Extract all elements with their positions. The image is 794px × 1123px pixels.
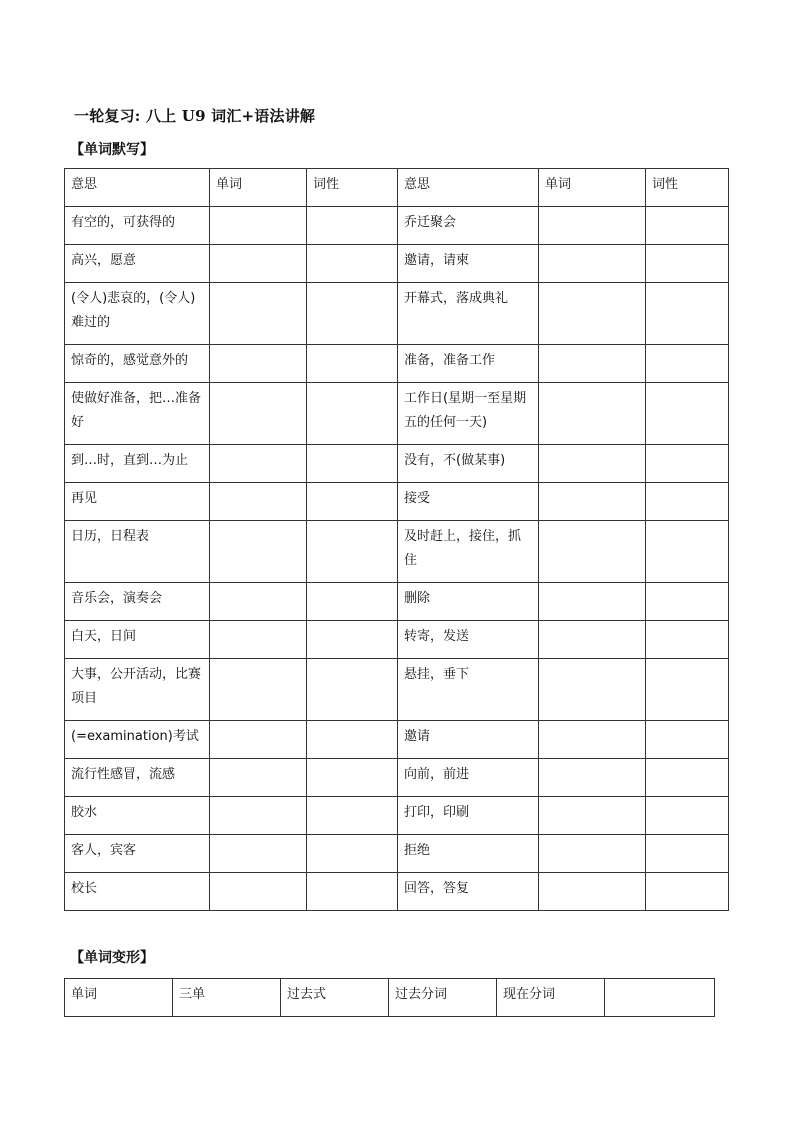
meaning-cell: 转寄，发送: [398, 621, 539, 659]
pos-answer-cell[interactable]: [646, 835, 729, 873]
header-cell: 单词: [210, 169, 307, 207]
table-row: [65, 621, 729, 659]
meaning-cell: (=examination)考试: [65, 721, 210, 759]
pos-answer-cell[interactable]: [307, 383, 398, 445]
word-answer-cell[interactable]: [539, 521, 646, 583]
word-answer-cell[interactable]: [210, 583, 307, 621]
pos-answer-cell[interactable]: [646, 207, 729, 245]
meaning-cell: 回答，答复: [398, 873, 539, 911]
table-row: [65, 721, 729, 759]
meaning-cell: (令人)悲哀的，(令人)难过的: [65, 283, 210, 345]
meaning-cell: 向前，前进: [398, 759, 539, 797]
word-answer-cell[interactable]: [210, 835, 307, 873]
table-row: [65, 797, 729, 835]
pos-answer-cell[interactable]: [307, 621, 398, 659]
pos-answer-cell[interactable]: [307, 583, 398, 621]
word-forms-table: [64, 978, 715, 1017]
meaning-cell: 胶水: [65, 797, 210, 835]
header-cell: 现在分词: [497, 979, 605, 1017]
meaning-cell: 及时赶上，接住，抓住: [398, 521, 539, 583]
header-cell: 单词: [539, 169, 646, 207]
meaning-cell: 有空的，可获得的: [65, 207, 210, 245]
word-answer-cell[interactable]: [210, 759, 307, 797]
table-row: [65, 583, 729, 621]
meaning-cell: 白天，日间: [65, 621, 210, 659]
word-answer-cell[interactable]: [210, 483, 307, 521]
header-cell: [605, 979, 715, 1017]
word-answer-cell[interactable]: [539, 583, 646, 621]
word-answer-cell[interactable]: [539, 759, 646, 797]
pos-answer-cell[interactable]: [307, 873, 398, 911]
header-cell: 意思: [65, 169, 210, 207]
header-cell: 词性: [307, 169, 398, 207]
section-heading-word-forms: 【单词变形】: [70, 950, 154, 966]
header-cell: 三单: [173, 979, 281, 1017]
meaning-cell: 打印，印刷: [398, 797, 539, 835]
meaning-cell: 音乐会，演奏会: [65, 583, 210, 621]
word-answer-cell[interactable]: [539, 797, 646, 835]
pos-answer-cell[interactable]: [646, 245, 729, 283]
meaning-cell: 流行性感冒，流感: [65, 759, 210, 797]
header-cell: 意思: [398, 169, 539, 207]
meaning-cell: 再见: [65, 483, 210, 521]
meaning-cell: 开幕式，落成典礼: [398, 283, 539, 345]
meaning-cell: 乔迁聚会: [398, 207, 539, 245]
pos-answer-cell[interactable]: [307, 835, 398, 873]
word-answer-cell[interactable]: [539, 445, 646, 483]
word-answer-cell[interactable]: [210, 721, 307, 759]
table-row: [65, 521, 729, 583]
meaning-cell: 邀请: [398, 721, 539, 759]
word-answer-cell[interactable]: [210, 445, 307, 483]
header-cell: 单词: [65, 979, 173, 1017]
header-cell: 过去式: [281, 979, 389, 1017]
meaning-cell: 拒绝: [398, 835, 539, 873]
word-answer-cell[interactable]: [539, 621, 646, 659]
pos-answer-cell[interactable]: [307, 797, 398, 835]
word-answer-cell[interactable]: [539, 483, 646, 521]
word-answer-cell[interactable]: [210, 873, 307, 911]
header-cell: 词性: [646, 169, 729, 207]
pos-answer-cell[interactable]: [307, 245, 398, 283]
table-row: [65, 383, 729, 445]
table-row: [65, 445, 729, 483]
meaning-cell: 到…时，直到…为止: [65, 445, 210, 483]
word-answer-cell[interactable]: [539, 873, 646, 911]
meaning-cell: 大事，公开活动，比赛项目: [65, 659, 210, 721]
pos-answer-cell[interactable]: [307, 283, 398, 345]
pos-answer-cell[interactable]: [646, 797, 729, 835]
pos-answer-cell[interactable]: [307, 759, 398, 797]
word-answer-cell[interactable]: [210, 521, 307, 583]
word-answer-cell[interactable]: [210, 621, 307, 659]
pos-answer-cell[interactable]: [307, 445, 398, 483]
table-row: [65, 659, 729, 721]
table-row: [65, 283, 729, 345]
pos-answer-cell[interactable]: [646, 283, 729, 345]
pos-answer-cell[interactable]: [307, 483, 398, 521]
pos-answer-cell[interactable]: [646, 383, 729, 445]
pos-answer-cell[interactable]: [646, 873, 729, 911]
word-answer-cell[interactable]: [539, 835, 646, 873]
pos-answer-cell[interactable]: [646, 445, 729, 483]
word-answer-cell[interactable]: [210, 797, 307, 835]
vocab-dictation-table: [64, 168, 729, 911]
word-answer-cell[interactable]: [210, 283, 307, 345]
word-answer-cell[interactable]: [210, 383, 307, 445]
meaning-cell: 工作日(星期一至星期五的任何一天): [398, 383, 539, 445]
table-header-row: [65, 169, 729, 207]
word-answer-cell[interactable]: [210, 207, 307, 245]
pos-answer-cell[interactable]: [646, 659, 729, 721]
meaning-cell: 客人，宾客: [65, 835, 210, 873]
meaning-cell: 惊奇的，感觉意外的: [65, 345, 210, 383]
pos-answer-cell[interactable]: [307, 521, 398, 583]
header-cell: 过去分词: [389, 979, 497, 1017]
pos-answer-cell[interactable]: [307, 659, 398, 721]
pos-answer-cell[interactable]: [307, 345, 398, 383]
word-answer-cell[interactable]: [539, 659, 646, 721]
word-answer-cell[interactable]: [539, 383, 646, 445]
word-answer-cell[interactable]: [210, 345, 307, 383]
pos-answer-cell[interactable]: [646, 759, 729, 797]
pos-answer-cell[interactable]: [307, 207, 398, 245]
pos-answer-cell[interactable]: [646, 583, 729, 621]
document-title: 一轮复习: 八上 U9 词汇+语法讲解: [74, 107, 316, 125]
meaning-cell: 删除: [398, 583, 539, 621]
pos-answer-cell[interactable]: [646, 521, 729, 583]
pos-answer-cell[interactable]: [646, 721, 729, 759]
table-row: [65, 345, 729, 383]
meaning-cell: 校长: [65, 873, 210, 911]
meaning-cell: 准备，准备工作: [398, 345, 539, 383]
pos-answer-cell[interactable]: [646, 483, 729, 521]
word-answer-cell[interactable]: [539, 283, 646, 345]
meaning-cell: 悬挂，垂下: [398, 659, 539, 721]
meaning-cell: 邀请，请柬: [398, 245, 539, 283]
pos-answer-cell[interactable]: [646, 621, 729, 659]
table-row: [65, 759, 729, 797]
pos-answer-cell[interactable]: [646, 345, 729, 383]
word-answer-cell[interactable]: [539, 721, 646, 759]
pos-answer-cell[interactable]: [307, 721, 398, 759]
meaning-cell: 高兴，愿意: [65, 245, 210, 283]
table-row: [65, 207, 729, 245]
table-row: [65, 873, 729, 911]
table-header-row: [65, 979, 715, 1017]
table-row: [65, 483, 729, 521]
word-answer-cell[interactable]: [539, 245, 646, 283]
meaning-cell: 接受: [398, 483, 539, 521]
word-answer-cell[interactable]: [210, 245, 307, 283]
word-answer-cell[interactable]: [539, 345, 646, 383]
meaning-cell: 没有，不(做某事): [398, 445, 539, 483]
meaning-cell: 使做好准备，把…准备好: [65, 383, 210, 445]
section-heading-dictation: 【单词默写】: [70, 142, 154, 158]
word-answer-cell[interactable]: [210, 659, 307, 721]
table-row: [65, 245, 729, 283]
table-row: [65, 835, 729, 873]
word-answer-cell[interactable]: [539, 207, 646, 245]
meaning-cell: 日历，日程表: [65, 521, 210, 583]
